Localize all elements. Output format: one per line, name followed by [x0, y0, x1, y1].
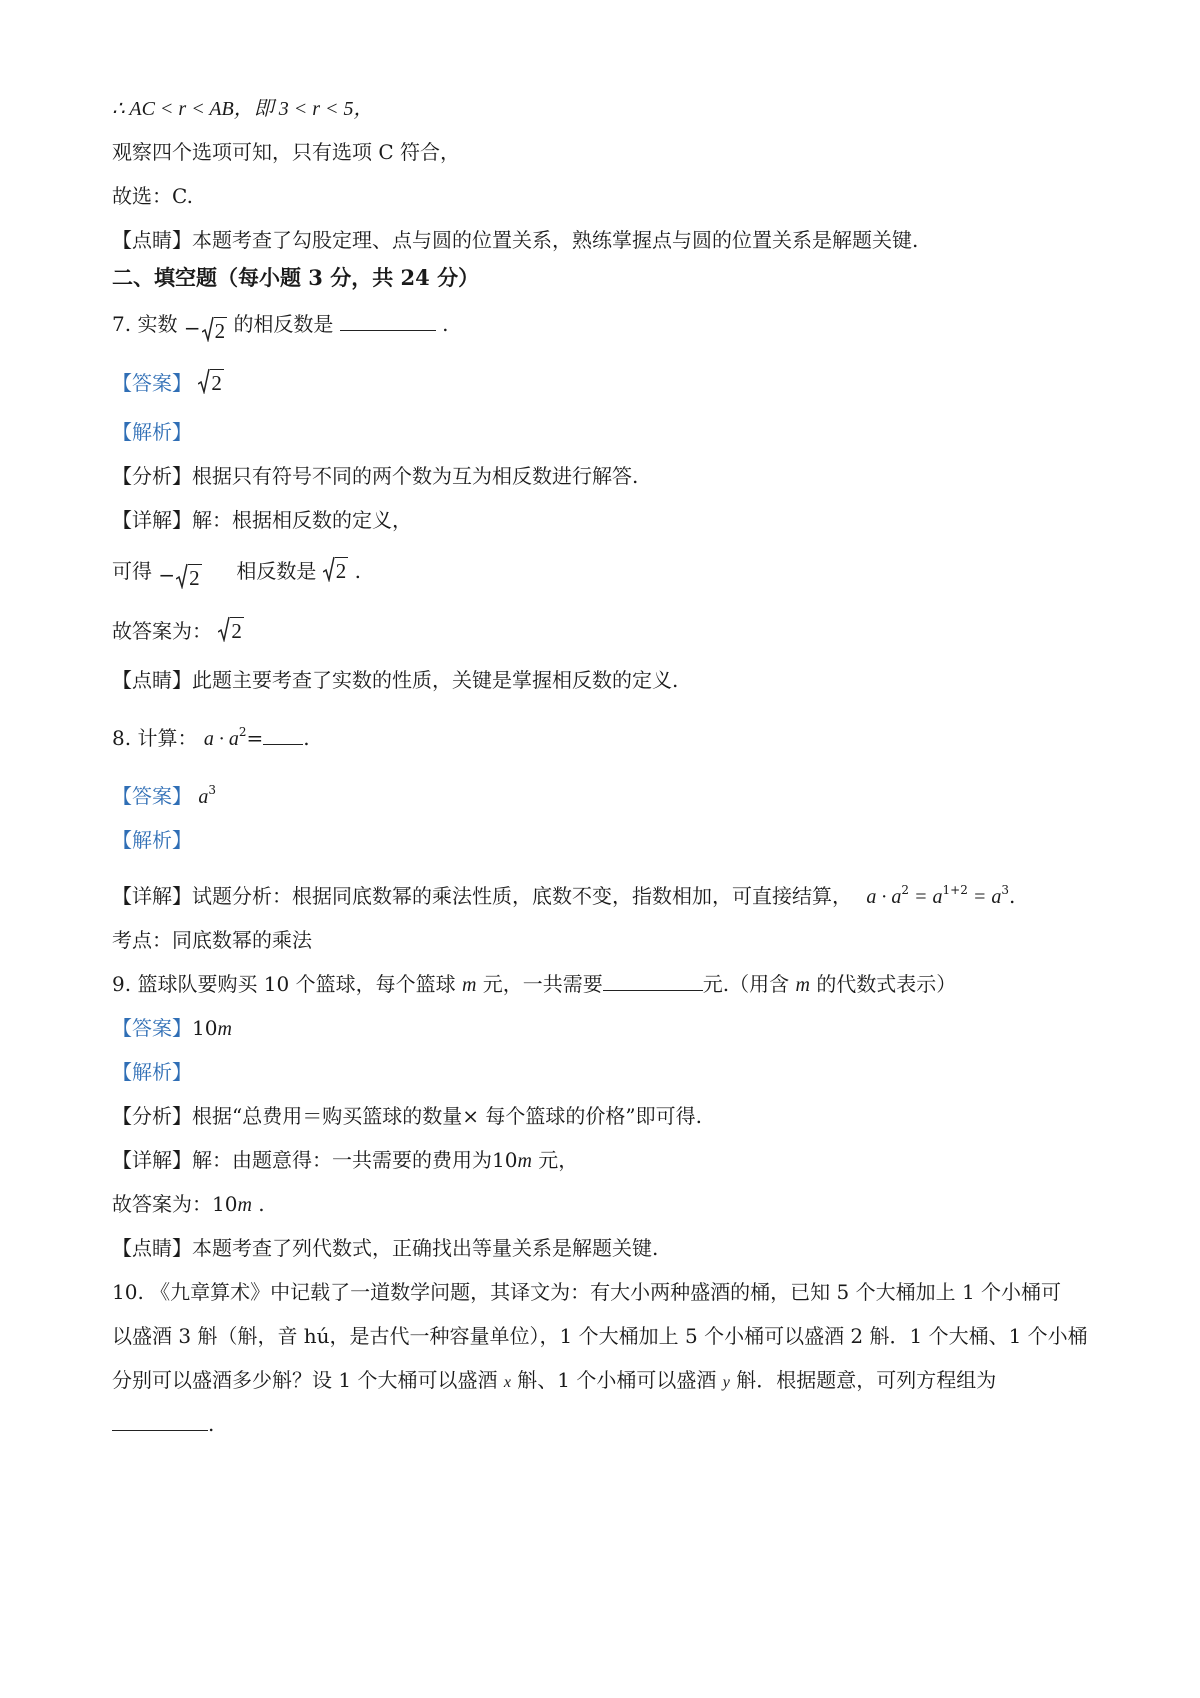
section-title: 二、填空题（每小题 3 分，共 24 分）	[112, 265, 480, 290]
var-m: m	[237, 1194, 252, 1216]
radical-sign-icon	[198, 368, 210, 394]
q10-line2: 以盛酒 3 斛（斛，音 hú，是古代一种容量单位），1 个大桶加上 5 个小桶可以盛酒 2 斛．1 个大桶、1 个小桶	[112, 1324, 1088, 1348]
radical-sign-icon	[202, 316, 214, 342]
q7-stem-suffix: 的相反数是	[233, 312, 334, 336]
radical-sign-icon	[323, 556, 335, 582]
answer-tag: 【答案】	[112, 1016, 192, 1040]
q8-answer	[112, 776, 216, 811]
sqrt2: 2	[323, 556, 349, 582]
q9-stem-post: 元.（用含	[702, 972, 790, 996]
q9-xiangjie-suffix: 元，	[538, 1148, 579, 1172]
q8-formula-a: a · a	[866, 886, 902, 908]
q10-line4	[112, 1410, 214, 1438]
q7-stem-prefix: 7. 实数	[112, 312, 178, 336]
q8-kaodian: 考点：同底数幂的乘法	[112, 928, 312, 952]
sqrt2: 2	[218, 616, 244, 642]
q9-answer	[112, 1014, 232, 1043]
q7-xiangjie: 【详解】解：根据相反数的定义，	[112, 508, 412, 532]
q8-equals: =	[246, 726, 264, 750]
q7-fenxi: 【分析】根据只有符号不同的两个数为互为相反数进行解答.	[112, 464, 639, 488]
q10-line3-suffix: 斛．根据题意，可列方程组为	[736, 1368, 997, 1392]
q8-xiangjie	[112, 876, 1015, 911]
q7-stem	[112, 310, 449, 342]
inequality-line	[112, 94, 374, 123]
q8-answer-base: a	[198, 786, 209, 808]
neg-sqrt2: − 2	[183, 316, 226, 343]
q8-blank	[263, 726, 303, 745]
q7-gudaan	[112, 616, 244, 645]
q8-xiangjie-text: 【详解】试题分析：根据同底数幂的乘法性质，底数不变，指数相加，可直接结算，	[112, 884, 852, 908]
q9-xiangjie	[112, 1146, 578, 1175]
q7-stem-end: .	[442, 312, 449, 336]
q7-kede	[112, 556, 361, 589]
q8-expression: a · a	[203, 728, 239, 750]
var-m: m	[517, 1150, 532, 1172]
kede-end: .	[354, 559, 361, 583]
q10-line3-prefix: 分别可以盛酒多少斛？设 1 个大桶可以盛酒	[112, 1368, 498, 1392]
q9-stem-middle: 元，一共需要	[482, 972, 603, 996]
choice-line: 故选：C.	[112, 184, 193, 208]
q9-blank	[603, 972, 703, 991]
answer-tag: 【答案】	[112, 371, 192, 395]
q9-gudaan-prefix: 故答案为：	[112, 1192, 212, 1216]
q7-analysis-tag: 【解析】	[112, 420, 192, 444]
q10-line1: 10. 《九章算术》中记载了一道数学问题，其译文为：有大小两种盛酒的桶，已知 5 个大桶加上 1 个小桶可	[112, 1280, 1062, 1304]
radical-sign-icon	[176, 563, 188, 589]
q8-formula-eq1: = a	[909, 886, 943, 908]
q8-stem-end: .	[303, 726, 310, 750]
q8-formula-exp3: 3	[1001, 883, 1009, 897]
q7-dianjing: 【点睛】此题主要考查了实数的性质，关键是掌握相反数的定义.	[112, 668, 679, 692]
q9-xiangjie-num: 10	[492, 1148, 518, 1172]
q8-formula-exp1: 2	[901, 883, 909, 897]
var-m: m	[217, 1018, 232, 1040]
var-x: x	[503, 1374, 511, 1391]
q9-answer-num: 10	[192, 1016, 218, 1040]
q7-blank	[340, 312, 436, 331]
q7-answer	[112, 368, 224, 397]
q9-dianjing: 【点睛】本题考查了列代数式，正确找出等量关系是解题关键.	[112, 1236, 659, 1260]
q10-line3-middle: 斛、1 个小桶可以盛酒	[517, 1368, 717, 1392]
q9-stem-tail: 的代数式表示）	[816, 972, 957, 996]
q8-answer-exponent: 3	[208, 783, 216, 797]
observe-line: 观察四个选项可知，只有选项 C 符合，	[112, 140, 461, 164]
q9-fenxi: 【分析】根据“总费用＝购买篮球的数量× 每个篮球的价格”即可得.	[112, 1104, 702, 1128]
q9-stem	[112, 970, 956, 999]
q10-end: .	[208, 1412, 215, 1436]
var-y: y	[722, 1374, 730, 1391]
q9-gudaan-end: .	[258, 1192, 265, 1216]
q8-formula-exp2: 1+2	[942, 883, 968, 897]
q8-formula-eq2: = a	[967, 886, 1002, 908]
radical-sign-icon	[218, 616, 230, 642]
q10-blank	[112, 1412, 208, 1431]
q9-xiangjie-prefix: 【详解】解：由题意得：一共需要的费用为	[112, 1148, 492, 1172]
q8-exponent: 2	[238, 725, 247, 739]
var-m: m	[795, 974, 810, 996]
q9-gudaan	[112, 1190, 265, 1219]
q10-line3	[112, 1366, 996, 1397]
q8-analysis-tag: 【解析】	[112, 828, 192, 852]
kede-prefix: 可得	[112, 559, 152, 583]
q8-stem-prefix: 8. 计算：	[112, 726, 198, 750]
q8-stem	[112, 718, 310, 753]
q9-gudaan-num: 10	[212, 1192, 238, 1216]
q9-analysis-tag: 【解析】	[112, 1060, 192, 1084]
gudaan-prefix: 故答案为：	[112, 619, 212, 643]
kede-middle: 相反数是	[236, 559, 317, 583]
q9-stem-prefix: 9. 篮球队要购买 10 个篮球，每个篮球	[112, 972, 456, 996]
inequality-text: ∴ AC < r < AB，即 3 < r < 5，	[112, 98, 374, 120]
q8-formula-end: .	[1008, 884, 1016, 908]
neg-sqrt2: − 2	[158, 563, 200, 590]
answer-tag: 【答案】	[112, 784, 192, 808]
sqrt2: 2	[198, 368, 224, 394]
var-m: m	[461, 974, 477, 996]
dianjing-line-6: 【点睛】本题考查了勾股定理、点与圆的位置关系，熟练掌握点与圆的位置关系是解题关键.	[112, 228, 919, 252]
